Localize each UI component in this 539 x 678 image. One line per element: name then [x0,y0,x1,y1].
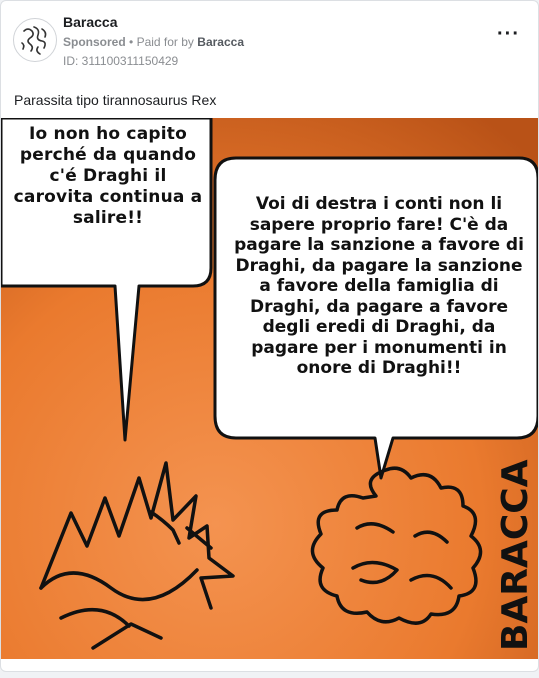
speech-bubble-right-text: Voi di destra i conti non li sapere proprio fare! C'è da pagare la sanzione a favore di Draghi, da pagare la sanzione a favore della famiglia di Draghi, da pagare a favore degli eredi di Draghi, da pagare per i monumenti in onore di Draghi!! [234,194,524,378]
meta-separator: • [129,35,134,49]
speech-bubble-left-text: Io non ho capito perché da quando c'é Draghi il carovita continua a salire!! [13,124,203,228]
post-caption: Parassita tipo tirannosaurus Rex [14,92,217,108]
ad-meta [63,35,244,49]
more-options-icon[interactable]: ··· [497,23,520,45]
payer-name[interactable]: Baracca [197,35,244,49]
comic-image [1,118,538,659]
paid-for-by-label: Paid for by [136,35,194,49]
sponsored-label: Sponsored [63,35,126,49]
signature-baracca: BARACCA [495,459,536,651]
baracca-logo-icon [14,19,56,61]
page-avatar[interactable] [13,18,57,62]
ad-id: ID: 311100311150429 [63,54,179,68]
page-name[interactable]: Baracca [63,14,118,30]
